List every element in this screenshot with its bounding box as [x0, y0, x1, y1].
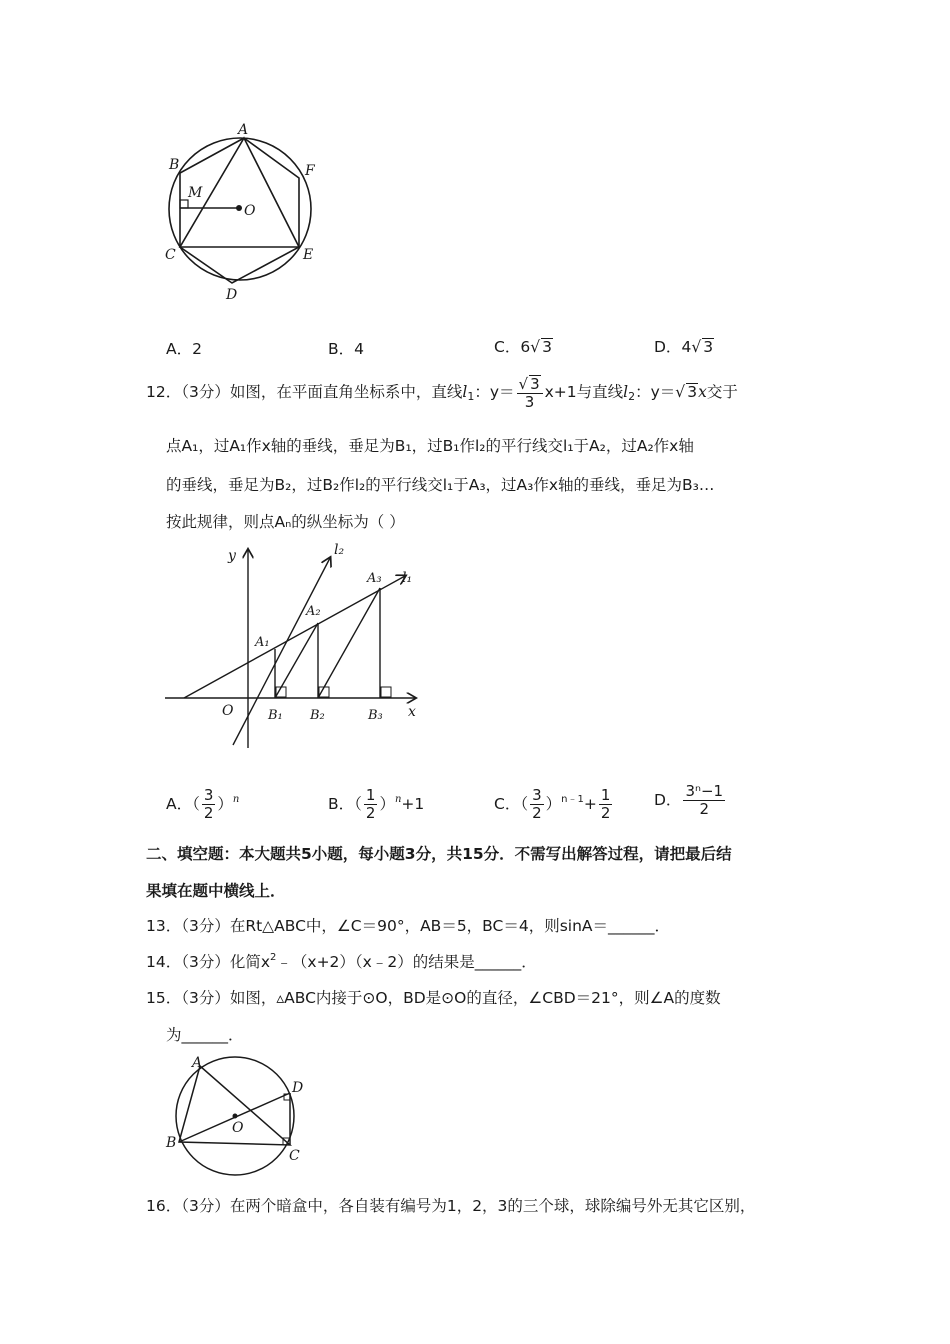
fig12-label-x: x	[408, 704, 416, 720]
fig12-label-A3: A₃	[367, 571, 382, 586]
fig12-label-l2: l₂	[334, 542, 345, 558]
fig11-label-M: M	[188, 185, 203, 201]
fig12-label-A1: A₁	[255, 635, 270, 650]
q11-option-b: B．4	[328, 340, 365, 358]
fig12-label-B1: B₁	[268, 708, 283, 723]
fig11-label-O: O	[244, 203, 256, 219]
q15-text-line2: 为______．	[166, 1026, 244, 1044]
fig11-label-A: A	[238, 122, 249, 138]
fig11-label-D: D	[226, 287, 238, 303]
fig11-label-F: F	[305, 163, 315, 179]
figure-q12-coordinate	[160, 538, 430, 753]
q16-text: 16．（3分）在两个暗盒中，各自装有编号为1，2，3的三个球，球除编号外无其它区别，	[146, 1197, 756, 1215]
fig11-label-E: E	[303, 247, 314, 263]
section2-heading-line1: 二、填空题：本大题共5小题，每小题3分，共15分．不需写出解答过程，请把最后结	[146, 845, 732, 863]
q11-option-c: C．6√ 3	[494, 338, 552, 356]
q12-option-b: B．（ $\frac{1}{2}$ ）$^n$+1	[328, 786, 425, 822]
q14-text: 14．（3分）化简$x^2﹣(x+2)(x﹣2)$的结果是______．	[146, 952, 537, 971]
q15-text-line1: 15．（3分）如图，▵ABC内接于⊙O，BD是⊙O的直径，∠CBD＝21°，则∠A的度数	[146, 989, 721, 1007]
figure-q15-circle	[158, 1052, 318, 1184]
fig11-label-C: C	[165, 247, 176, 263]
fig11-label-B: B	[169, 157, 180, 173]
q12-stem-line3: 的垂线，垂足为B₂，过B₂作l₂的平行线交l₁于A₃，过A₃作x轴的垂线，垂足为B₃…	[166, 476, 715, 494]
q12-stem-line2: 点A₁，过A₁作x轴的垂线，垂足为B₁，过B₁作l₂的平行线交l₁于A₂，过A₂作x轴	[166, 437, 694, 455]
fig15-label-B: B	[166, 1135, 177, 1151]
q12-stem-line1: 12．（3分）如图，在平面直角坐标系中，直线$l_1$：y＝ $\frac{√ 3}{3}$ x+1与直线$l_2$：y＝√ 3x交于	[146, 374, 738, 411]
fig15-label-A: A	[192, 1055, 203, 1071]
section2-heading-line2: 果填在题中横线上．	[146, 882, 286, 900]
figure-q11-hexagon	[150, 118, 330, 308]
q12-option-d: D． $\frac{\text{3ⁿ−1}}{2}$	[654, 782, 724, 818]
q11-option-a: A．2	[166, 340, 202, 358]
fig12-label-B2: B₂	[310, 708, 325, 723]
fig15-label-D: D	[292, 1080, 304, 1096]
fig15-label-C: C	[289, 1148, 300, 1164]
q12-option-a: A．（ $\frac{3}{2}$ ）$^n$	[166, 786, 240, 822]
q11-option-d: D．4√ 3	[654, 338, 714, 356]
fig15-label-O: O	[232, 1120, 244, 1136]
q12-stem-line4: 按此规律，则点Aₙ的纵坐标为（ ）	[166, 513, 405, 531]
q13-text: 13．（3分）在Rt△ABC中，∠C＝90°，AB＝5，BC＝4，则sinA＝______．	[146, 917, 671, 935]
fig12-label-B3: B₃	[368, 708, 383, 723]
q12-option-c: C．（ $\frac{3}{2}$ ）$^{n﹣1}$+ $\frac{1}{2}$	[494, 786, 611, 822]
fig12-label-l1: l₁	[402, 570, 413, 586]
fig12-label-O: O	[222, 703, 234, 719]
fig12-label-y: y	[228, 548, 236, 564]
fig12-label-A2: A₂	[306, 604, 321, 619]
